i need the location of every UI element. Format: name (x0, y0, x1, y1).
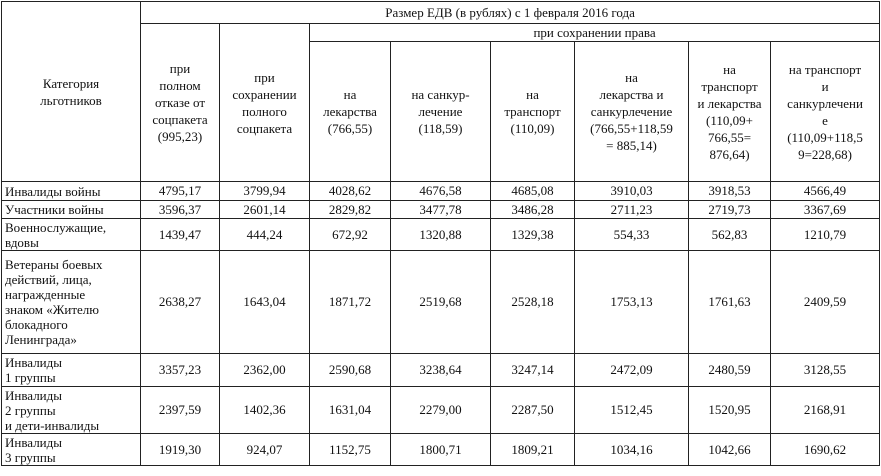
row-value: 1919,30 (141, 434, 220, 466)
table-row (2, 251, 880, 354)
row-value: 2287,50 (491, 387, 575, 434)
row-value: 1152,75 (310, 434, 391, 466)
row-value: 3486,28 (491, 201, 575, 219)
row-category: Ветераны боевых действий, лица, награжденные знаком «Жителю блокадного Ленинграда» (2, 251, 141, 354)
row-value: 924,07 (220, 434, 310, 466)
row-value: 4795,17 (141, 182, 220, 201)
row-value: 1631,04 (310, 387, 391, 434)
row-value: 1402,36 (220, 387, 310, 434)
row-value: 2719,73 (689, 201, 771, 219)
sub-header-transport: на транспорт (110,09) (491, 42, 575, 182)
table-row (2, 201, 880, 219)
row-value: 1800,71 (391, 434, 491, 466)
table-row (2, 387, 880, 434)
row-value: 1512,45 (575, 387, 689, 434)
table-body (2, 182, 880, 466)
preserve-header: при сохранении права (310, 24, 880, 42)
row-value: 444,24 (220, 219, 310, 251)
top-header: Размер ЕДВ (в рублях) с 1 февраля 2016 года (141, 2, 880, 24)
row-value: 3477,78 (391, 201, 491, 219)
row-value: 3799,94 (220, 182, 310, 201)
row-value: 2528,18 (491, 251, 575, 354)
row-value: 1871,72 (310, 251, 391, 354)
sub-header-medicine: на лекарства (766,55) (310, 42, 391, 182)
category-header: Категория льготников (2, 2, 141, 182)
row-category: Военнослужащие, вдовы (2, 219, 141, 251)
sub-header-medicine-sanatorium: на лекарства и санкурлечение (766,55+118,59 = 885,14) (575, 42, 689, 182)
row-value: 672,92 (310, 219, 391, 251)
row-value: 1210,79 (771, 219, 880, 251)
col-full-keep-header: при сохранении полного соцпакета (220, 24, 310, 182)
row-value: 2409,59 (771, 251, 880, 354)
table-row (2, 182, 880, 201)
row-value: 2519,68 (391, 251, 491, 354)
row-value: 554,33 (575, 219, 689, 251)
row-value: 1042,66 (689, 434, 771, 466)
row-value: 2279,00 (391, 387, 491, 434)
table-row (2, 219, 880, 251)
row-value: 2362,00 (220, 354, 310, 387)
row-value: 2397,59 (141, 387, 220, 434)
header-row-top (2, 2, 880, 24)
row-value: 3910,03 (575, 182, 689, 201)
row-value: 2480,59 (689, 354, 771, 387)
row-value: 3367,69 (771, 201, 880, 219)
row-value: 1690,62 (771, 434, 880, 466)
row-value: 3357,23 (141, 354, 220, 387)
table-row (2, 354, 880, 387)
row-category: Инвалиды 1 группы (2, 354, 141, 387)
sub-header-transport-medicine: на транспорт и лекарства (110,09+ 766,55= 876,64) (689, 42, 771, 182)
row-value: 3247,14 (491, 354, 575, 387)
row-value: 1809,21 (491, 434, 575, 466)
col-full-refusal-header: при полном отказе от соцпакета (995,23) (141, 24, 220, 182)
row-value: 2601,14 (220, 201, 310, 219)
row-value: 1320,88 (391, 219, 491, 251)
row-value: 2472,09 (575, 354, 689, 387)
row-value: 1439,47 (141, 219, 220, 251)
row-category: Инвалиды войны (2, 182, 141, 201)
table-row (2, 434, 880, 466)
row-value: 1034,16 (575, 434, 689, 466)
row-category: Инвалиды 3 группы (2, 434, 141, 466)
row-category: Инвалиды 2 группы и дети-инвалиды (2, 387, 141, 434)
row-value: 1329,38 (491, 219, 575, 251)
row-value: 4685,08 (491, 182, 575, 201)
row-value: 4676,58 (391, 182, 491, 201)
row-value: 1753,13 (575, 251, 689, 354)
row-value: 4028,62 (310, 182, 391, 201)
edv-table (1, 1, 880, 466)
row-value: 1643,04 (220, 251, 310, 354)
row-value: 3128,55 (771, 354, 880, 387)
row-value: 3238,64 (391, 354, 491, 387)
row-value: 3918,53 (689, 182, 771, 201)
row-value: 1761,63 (689, 251, 771, 354)
row-value: 1520,95 (689, 387, 771, 434)
sub-header-transport-sanatorium: на транспорт и санкурлечени е (110,09+118,5 9=228,68) (771, 42, 880, 182)
row-value: 2638,27 (141, 251, 220, 354)
row-value: 4566,49 (771, 182, 880, 201)
sub-header-sanatorium: на санкур- лечение (118,59) (391, 42, 491, 182)
row-value: 562,83 (689, 219, 771, 251)
row-value: 2711,23 (575, 201, 689, 219)
row-value: 2590,68 (310, 354, 391, 387)
row-value: 2829,82 (310, 201, 391, 219)
row-category: Участники войны (2, 201, 141, 219)
row-value: 3596,37 (141, 201, 220, 219)
row-value: 2168,91 (771, 387, 880, 434)
